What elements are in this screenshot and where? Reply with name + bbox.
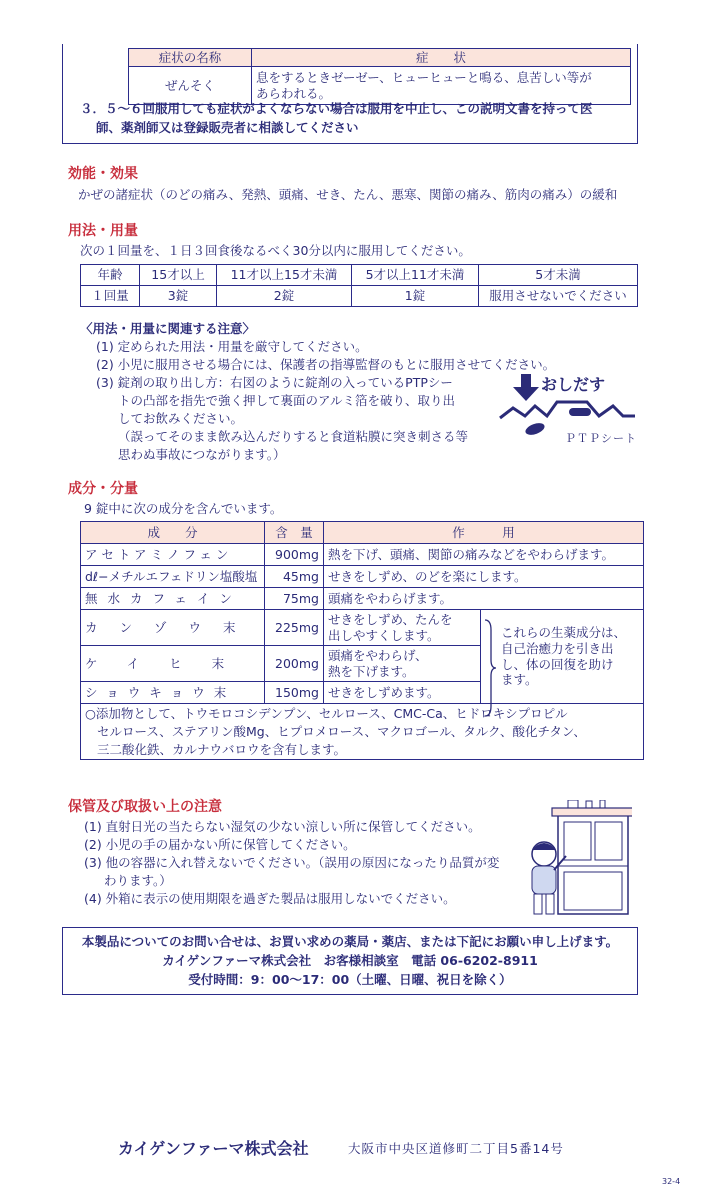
item3-line2: 師、薬剤師又は登録販売者に相談してください <box>96 120 359 135</box>
ingr-r4-amount: 225mg <box>265 610 324 646</box>
dosage-val-3: 1錠 <box>352 286 479 307</box>
dosage-intro: 次の１回量を、１日３回食後なるべく30分以内に服用してください。 <box>80 243 471 258</box>
ingr-r6-name: ショウキョウ末 <box>81 682 265 704</box>
ingr-header-amount: 含 量 <box>265 522 324 544</box>
dosage-head-4: 5才未満 <box>479 265 638 286</box>
footer-code: 32-4 <box>662 1177 681 1186</box>
herb-note-3: し、体の回復を助け <box>501 656 614 672</box>
ingr-header-action: 作 用 <box>324 522 644 544</box>
additives-cell <box>81 704 644 760</box>
storage-4: (4) 外箱に表示の使用期限を過ぎた製品は服用しないでください。 <box>84 891 456 906</box>
dosage-head-0: 年齢 <box>81 265 140 286</box>
ingr-r6-action: せきをしずめます。 <box>324 682 481 704</box>
ingr-r1-name: アセトアミノフェン <box>81 544 265 566</box>
ingredients-title: 成分・分量 <box>68 481 138 497</box>
ingr-r4-action-2: 出しやすくします。 <box>328 627 440 643</box>
ingr-r3-amount: 75mg <box>265 588 324 610</box>
ingr-r5-amount: 200mg <box>265 646 324 682</box>
additives-line-2: セルロース、ステアリン酸Mg、ヒプロメロース、マクロゴール、タルク、酸化チタン、 <box>97 723 586 739</box>
ingr-r6-amount: 150mg <box>265 682 324 704</box>
contact-line-2: カイゲンファーマ株式会社 お客様相談室 電話 06-6202-8911 <box>162 953 538 968</box>
dosage-note-2: (2) 小児に服用させる場合には、保護者の指導監督のもとに服用させてください。 <box>96 357 556 372</box>
dosage-val-1: 3錠 <box>140 286 217 307</box>
dosage-table <box>80 264 638 307</box>
storage-1: (1) 直射日光の当たらない湿気の少ない涼しい所に保管してください。 <box>84 819 481 834</box>
ingr-r3-action: 頭痛をやわらげます。 <box>324 588 644 610</box>
symptom-text-1: 息をするときゼーゼー、ヒューヒューと鳴る、息苦しい等が <box>256 69 592 85</box>
dosage-head-1: 15才以上 <box>140 265 217 286</box>
contact-box <box>62 927 638 995</box>
dosage-title: 用法・用量 <box>68 223 138 239</box>
ingr-r3-name: 無水カフェイン <box>81 588 265 610</box>
symptom-table <box>128 48 631 105</box>
ingr-r5-action-2: 熱を下げます。 <box>328 663 415 679</box>
symptom-row-name: ぜんそく <box>129 67 252 105</box>
contact-line-1: 本製品についてのお問い合せは、お買い求めの薬局・薬店、または下記にお願い申し上げます。 <box>81 934 619 949</box>
dosage-note-1: (1) 定められた用法・用量を厳守してください。 <box>96 339 368 354</box>
symptom-text-2: あらわれる。 <box>256 85 332 101</box>
brace-icon <box>483 618 497 718</box>
ingredients-intro: 9 錠中に次の成分を含んでいます。 <box>84 501 283 516</box>
efficacy-title: 効能・効果 <box>68 166 138 182</box>
dosage-note-3c: してお飲みください。 <box>118 411 244 426</box>
ingr-r5-action <box>324 646 481 682</box>
ingr-header-component: 成 分 <box>81 522 265 544</box>
ingr-r4-action <box>324 610 481 646</box>
dosage-note-3d: （誤ってそのまま飲み込んだりすると食道粘膜に突き刺さる等 <box>118 429 469 444</box>
dosage-val-4: 服用させないでください <box>479 286 638 307</box>
additives-line-3: 三二酸化鉄、カルナウバロウを含有します。 <box>97 741 347 757</box>
symptom-header-name: 症状の名称 <box>129 49 252 67</box>
storage-3b: わります。） <box>104 873 172 888</box>
ingr-r2-name: dℓ−メチルエフェドリン塩酸塩 <box>81 566 265 588</box>
storage-3a: (3) 他の容器に入れ替えないでください。（誤用の原因になったり品質が変 <box>84 855 500 870</box>
footer-address: 大阪市中央区道修町二丁目5番14号 <box>348 1141 564 1156</box>
dosage-note-3b: トの凸部を指先で強く押して裏面のアルミ箔を破り、取り出 <box>118 393 456 408</box>
efficacy-text: かぜの諸症状（のどの痛み、発熱、頭痛、せき、たん、悪寒、関節の痛み、筋肉の痛み）の緩和 <box>78 187 618 202</box>
dosage-notes-title: 〈用法・用量に関連する注意〉 <box>80 321 256 336</box>
ingr-r1-action: 熱を下げ、頭痛、関節の痛みなどをやわらげます。 <box>324 544 644 566</box>
footer-company: カイゲンファーマ株式会社 <box>118 1139 309 1158</box>
additives-line-1: ○添加物として、トウモロコシデンプン、セルロース、CMC-Ca、ヒドロキシプロピル <box>85 705 568 721</box>
symptom-header-symptom: 症 状 <box>252 49 631 67</box>
ingr-r4-name: カンゾウ末 <box>81 610 265 646</box>
storage-title: 保管及び取扱い上の注意 <box>68 799 222 815</box>
dosage-val-0: １回量 <box>81 286 140 307</box>
ingr-r2-action: せきをしずめ、のどを楽にします。 <box>324 566 644 588</box>
ingr-r5-action-1: 頭痛をやわらげ、 <box>328 647 428 663</box>
ingredients-table <box>80 521 644 760</box>
herb-note-2: 自己治癒力を引き出 <box>501 640 614 656</box>
ingr-r4-action-1: せきをしずめ、たんを <box>328 611 453 627</box>
dosage-note-3e: 思わぬ事故につながります。） <box>118 447 286 462</box>
herb-note-1: これらの生薬成分は、 <box>501 625 627 641</box>
item3-line1: ３．５～６回服用しても症状がよくならない場合は服用を中止し、この説明文書を持って医 <box>80 101 593 116</box>
ingr-r5-name: ケイヒ末 <box>81 646 265 682</box>
dosage-val-2: 2錠 <box>217 286 352 307</box>
ptp-figure <box>495 372 640 452</box>
ptp-caption: ＰＴＰシート <box>565 432 637 445</box>
ptp-push-label: おしだす <box>541 375 606 394</box>
symptom-row-text <box>252 67 631 105</box>
herb-note-4: ます。 <box>501 672 538 688</box>
ingr-r1-amount: 900mg <box>265 544 324 566</box>
ingr-r2-amount: 45mg <box>265 566 324 588</box>
contact-line-3: 受付時間：9：00〜17：00（土曜、日曜、祝日を除く） <box>188 972 512 987</box>
dosage-head-3: 5才以上11才未満 <box>352 265 479 286</box>
child-cabinet-illustration <box>520 800 632 918</box>
herb-note-cell <box>481 610 644 704</box>
storage-2: (2) 小児の手の届かない所に保管してください。 <box>84 837 356 852</box>
dosage-note-3a: (3) 錠剤の取り出し方：右図のように錠剤の入っているPTPシー <box>96 375 453 390</box>
dosage-head-2: 11才以上15才未満 <box>217 265 352 286</box>
